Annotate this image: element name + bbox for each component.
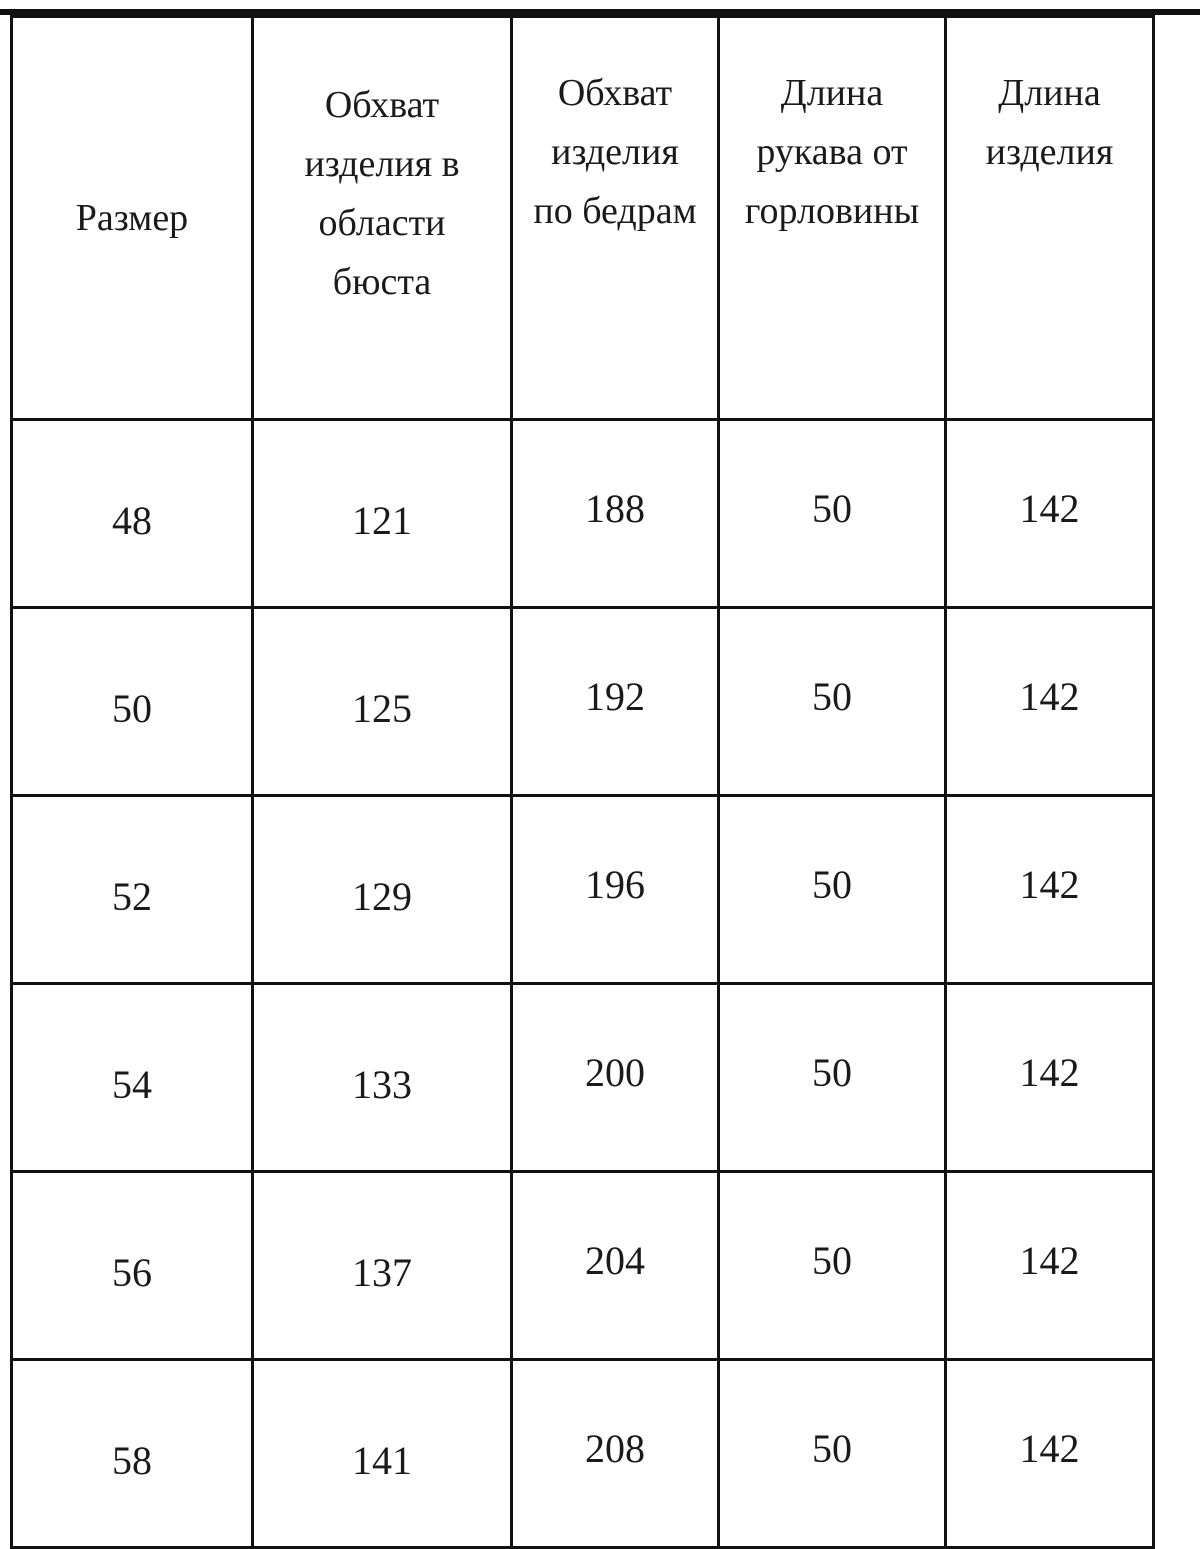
- cell-size: 50: [12, 608, 253, 796]
- cell-size: 58: [12, 1360, 253, 1548]
- table-row: [12, 984, 1154, 1172]
- cell-bust: 133: [253, 984, 512, 1172]
- table-row: [12, 1360, 1154, 1548]
- cell-sleeve: 50: [719, 796, 946, 984]
- cell-length: 142: [946, 1172, 1154, 1360]
- cell-size: 54: [12, 984, 253, 1172]
- cell-sleeve: 50: [719, 1360, 946, 1548]
- table-row: [12, 1172, 1154, 1360]
- cell-bust: 129: [253, 796, 512, 984]
- cell-bust: 121: [253, 420, 512, 608]
- table-row: [12, 796, 1154, 984]
- size-chart-table: [10, 15, 1155, 1549]
- header-bust-circumference: Обхват изделия в области бюста: [253, 17, 512, 420]
- table-row: [12, 608, 1154, 796]
- cell-length: 142: [946, 1360, 1154, 1548]
- cell-sleeve: 50: [719, 608, 946, 796]
- cell-hips: 200: [512, 984, 719, 1172]
- cell-hips: 196: [512, 796, 719, 984]
- cell-length: 142: [946, 796, 1154, 984]
- cell-hips: 188: [512, 420, 719, 608]
- header-garment-length: Длина изделия: [946, 17, 1154, 420]
- header-size: Размер: [12, 17, 253, 420]
- cell-bust: 125: [253, 608, 512, 796]
- cell-hips: 208: [512, 1360, 719, 1548]
- cell-hips: 204: [512, 1172, 719, 1360]
- cell-bust: 141: [253, 1360, 512, 1548]
- cell-bust: 137: [253, 1172, 512, 1360]
- cell-size: 56: [12, 1172, 253, 1360]
- cell-sleeve: 50: [719, 420, 946, 608]
- header-hip-circumference: Обхват изделия по бедрам: [512, 17, 719, 420]
- cell-size: 52: [12, 796, 253, 984]
- cell-size: 48: [12, 420, 253, 608]
- cell-length: 142: [946, 420, 1154, 608]
- cell-hips: 192: [512, 608, 719, 796]
- cell-sleeve: 50: [719, 1172, 946, 1360]
- cell-length: 142: [946, 608, 1154, 796]
- header-sleeve-length: Длина рукава от горловины: [719, 17, 946, 420]
- cell-sleeve: 50: [719, 984, 946, 1172]
- header-row: [12, 17, 1154, 420]
- cell-length: 142: [946, 984, 1154, 1172]
- table-row: [12, 420, 1154, 608]
